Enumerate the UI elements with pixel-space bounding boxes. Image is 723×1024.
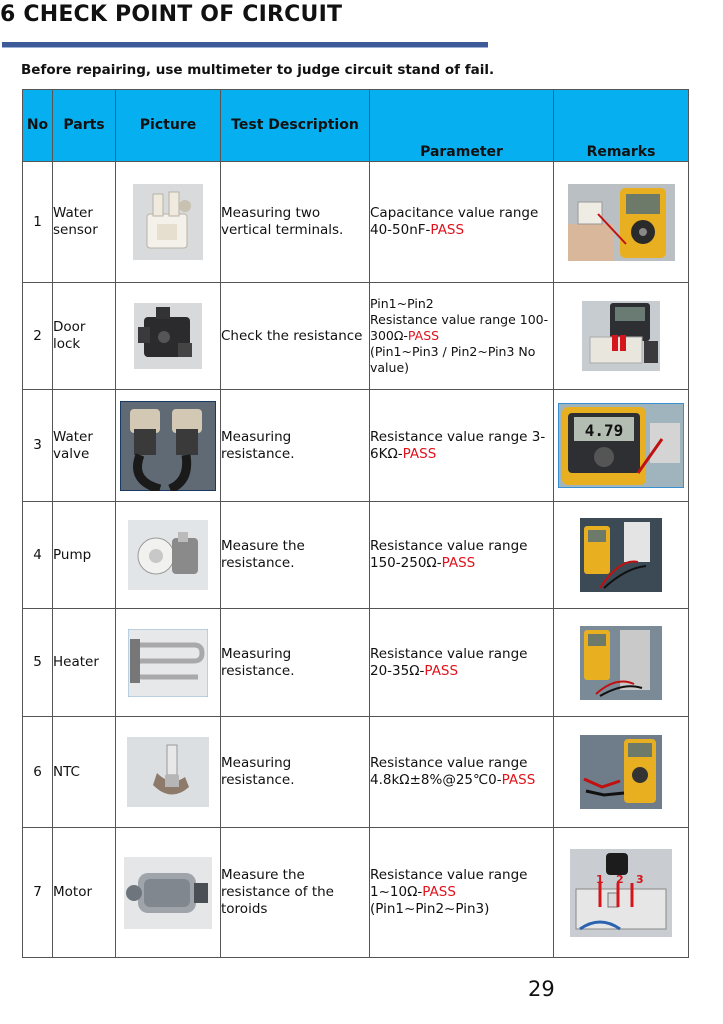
row-parameter	[370, 609, 554, 717]
row-picture	[116, 502, 221, 609]
row-parameter	[370, 828, 554, 958]
param-text: Resistance value range 100-300Ω-	[370, 312, 549, 343]
row-picture	[116, 828, 221, 958]
table-row	[23, 609, 689, 717]
pass-label: PASS	[422, 884, 456, 900]
row-picture	[116, 390, 221, 502]
row-remarks	[554, 283, 689, 390]
row-parameter	[370, 162, 554, 283]
pump-meter-photo	[580, 518, 662, 592]
param-pin-line: Pin1~Pin2	[370, 296, 434, 311]
row-no: 4	[23, 502, 53, 609]
row-part: Pump	[53, 502, 116, 609]
header-parameter: Parameter	[370, 90, 554, 162]
param-text: Resistance value range 1~10Ω-	[370, 867, 528, 900]
table-row	[23, 828, 689, 958]
param-text: Resistance value range 4.8kΩ±8%@25℃0-	[370, 755, 528, 788]
param-note: (Pin1~Pin3 / Pin2~Pin3 No value)	[370, 344, 536, 375]
header-picture: Picture	[116, 90, 221, 162]
row-picture	[116, 609, 221, 717]
row-parameter	[370, 283, 554, 390]
row-picture	[116, 717, 221, 828]
header-parts: Parts	[53, 90, 116, 162]
row-no: 1	[23, 162, 53, 283]
param-text: Resistance value range 20-35Ω-	[370, 645, 528, 679]
motor-photo	[124, 857, 212, 929]
param-text: Capacitance value range 40-50nF-	[370, 205, 539, 238]
pass-label: PASS	[424, 662, 459, 679]
check-table	[22, 89, 689, 958]
row-remarks	[554, 502, 689, 609]
door-lock-meter-photo	[582, 301, 660, 371]
title-rule	[2, 42, 488, 48]
table-row	[23, 390, 689, 502]
table-row	[23, 283, 689, 390]
table-row	[23, 502, 689, 609]
row-parameter	[370, 390, 554, 502]
row-part: Water valve	[53, 390, 116, 502]
row-part: Water sensor	[53, 162, 116, 283]
header-description: Test Description	[221, 90, 370, 162]
row-no: 6	[23, 717, 53, 828]
ntc-meter-photo	[580, 735, 662, 809]
pass-label: PASS	[501, 772, 536, 788]
row-picture	[116, 162, 221, 283]
pass-label: PASS	[441, 555, 476, 571]
table-row	[23, 162, 689, 283]
door-lock-photo	[134, 303, 202, 369]
row-no: 3	[23, 390, 53, 502]
row-description: Measuring two vertical terminals.	[221, 162, 370, 283]
row-description: Check the resistance	[221, 283, 370, 390]
heater-photo	[128, 629, 208, 697]
header-remarks: Remarks	[554, 90, 689, 162]
header-no: No	[23, 90, 53, 162]
row-no: 5	[23, 609, 53, 717]
row-remarks	[554, 609, 689, 717]
row-description: Measuring resistance.	[221, 609, 370, 717]
row-no: 2	[23, 283, 53, 390]
water-sensor-meter-photo	[568, 184, 675, 261]
water-valve-meter-photo	[558, 403, 684, 488]
heater-meter-photo	[580, 626, 662, 700]
row-parameter	[370, 717, 554, 828]
pass-label: PASS	[407, 328, 440, 343]
page-number: 29	[528, 977, 555, 1001]
row-description: Measuring resistance.	[221, 390, 370, 502]
row-description: Measure the resistance.	[221, 502, 370, 609]
header-row	[23, 90, 689, 162]
motor-pin-label: 3	[636, 872, 644, 886]
pump-photo	[128, 520, 208, 590]
meter-reading: 4.79	[584, 421, 624, 440]
pass-label: PASS	[430, 222, 465, 238]
motor-pin-label: 2	[616, 872, 624, 886]
ntc-photo	[127, 737, 209, 807]
page-title: 6 CHECK POINT OF CIRCUIT	[0, 2, 343, 27]
param-text: Resistance value range 3-6KΩ-	[370, 428, 546, 462]
motor-pin-label: 1	[596, 872, 604, 886]
row-parameter	[370, 502, 554, 609]
row-part: Motor	[53, 828, 116, 958]
table-row	[23, 717, 689, 828]
row-description: Measure the resistance of the toroids	[221, 828, 370, 958]
row-part: NTC	[53, 717, 116, 828]
row-part: Door lock	[53, 283, 116, 390]
pass-label: PASS	[402, 445, 437, 462]
row-remarks	[554, 717, 689, 828]
water-sensor-photo	[133, 184, 203, 260]
row-no: 7	[23, 828, 53, 958]
motor-pins-photo	[570, 849, 672, 937]
row-picture	[116, 283, 221, 390]
row-part: Heater	[53, 609, 116, 717]
param-text: Resistance value range 150-250Ω-	[370, 538, 528, 571]
row-remarks	[554, 162, 689, 283]
row-description: Measuring resistance.	[221, 717, 370, 828]
row-remarks	[554, 390, 689, 502]
param-note: (Pin1~Pin2~Pin3)	[370, 901, 490, 917]
water-valve-photo	[120, 401, 216, 491]
row-remarks	[554, 828, 689, 958]
intro-text: Before repairing, use multimeter to judge circuit stand of fail.	[21, 62, 495, 78]
